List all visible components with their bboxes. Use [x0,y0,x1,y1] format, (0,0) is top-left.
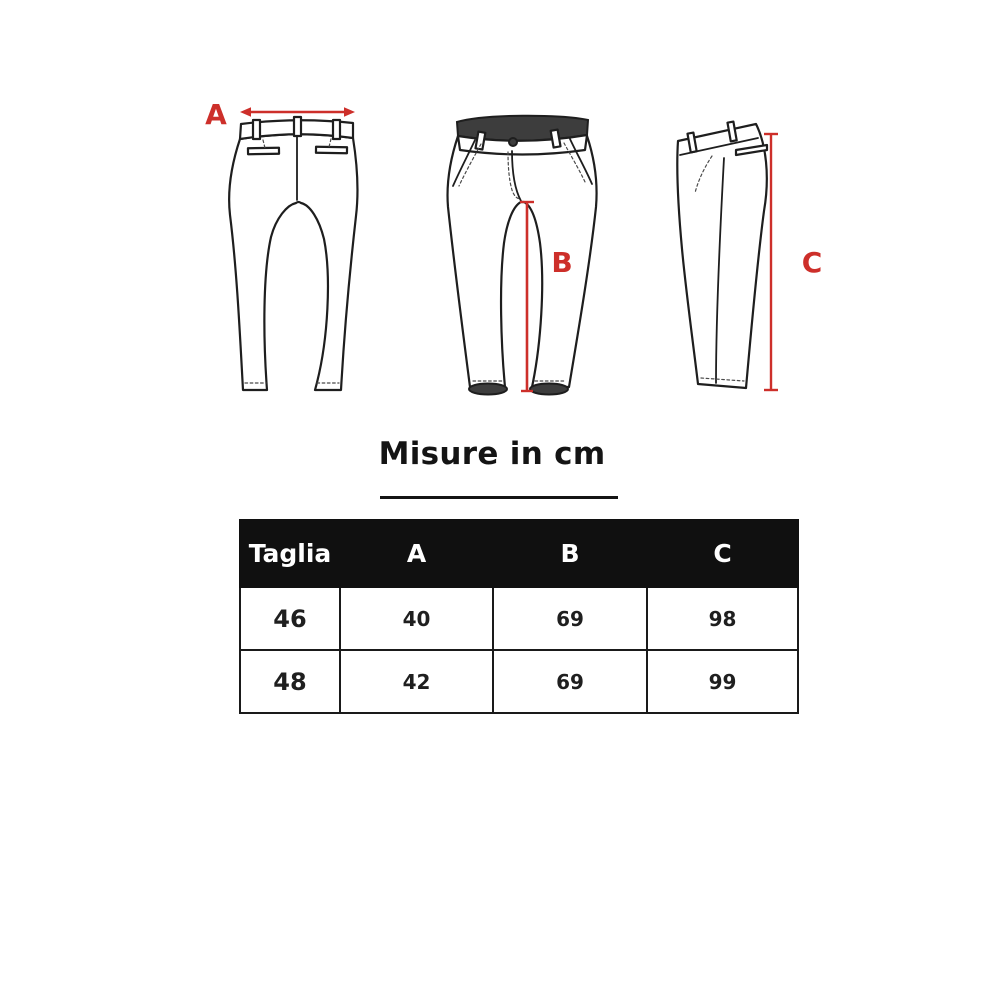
measurement-arrow-a [240,107,355,117]
pants-body-outline [229,134,357,390]
title-underline [380,496,618,499]
col-header-b: B [493,520,647,587]
belt-loop [551,130,561,148]
belt-loop [333,120,340,139]
back-pocket-welt [316,147,347,154]
button [509,138,517,146]
measurement-label-a: A [205,98,227,131]
measurement-line-b [520,202,534,391]
col-header-c: C [647,520,798,587]
measure-a-cell: 42 [340,650,493,713]
size-cell: 48 [240,650,340,713]
page-title: Misure in cm [378,436,606,472]
pants-back-view-drawing [205,98,357,390]
belt-loop [475,132,485,150]
measure-b-cell: 69 [493,587,647,650]
pants-front-view-drawing [447,116,596,395]
pants-body-outline [447,132,596,388]
measure-c-cell: 99 [647,650,798,713]
size-table-row [240,650,798,713]
measurement-label-c: C [801,246,823,279]
col-header-taglia: Taglia [240,520,340,587]
measurement-label-b: B [551,246,573,279]
measure-a-cell: 40 [340,587,493,650]
pants-side-view-drawing [677,122,822,390]
pants-body-outline [677,124,767,388]
hem-dark [469,384,507,395]
measure-b-cell: 69 [493,650,647,713]
back-pocket-welt [248,148,279,155]
pants-diagrams [0,0,1000,430]
size-table [239,519,799,714]
size-table-row [240,587,798,650]
size-cell: 46 [240,587,340,650]
belt-loop [294,117,301,136]
belt-loop [253,120,260,139]
hem-dark [530,384,568,395]
measure-c-cell: 98 [647,587,798,650]
size-table-header-row [240,520,798,587]
col-header-a: A [340,520,493,587]
